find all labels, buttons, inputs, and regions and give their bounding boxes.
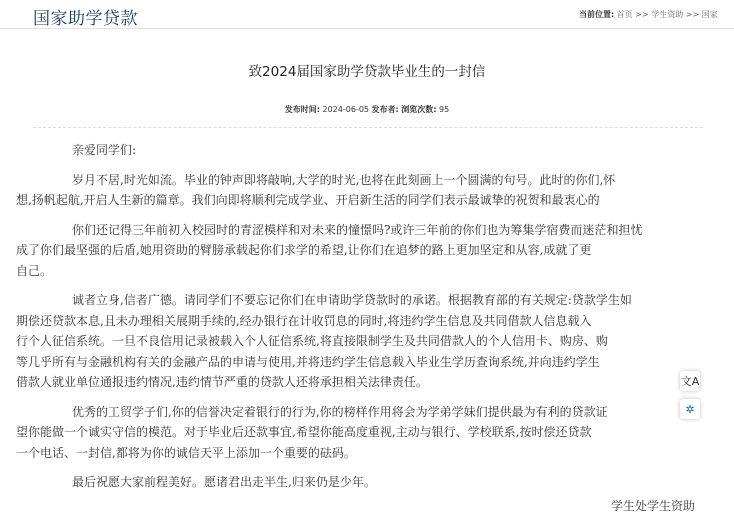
date-label: 发布时间: bbox=[284, 105, 320, 114]
paragraph-line: 自己。 bbox=[16, 263, 53, 278]
breadcrumb-national-loan[interactable]: 国家 bbox=[701, 10, 718, 19]
paragraph-line: 亲爱同学们: bbox=[72, 143, 137, 157]
paragraph-line: 岁月不居,时光如流。毕业的钟声即将敲响,大学的时光,也将在此刻画上一个圆满的句号。此时的你们,怀 bbox=[72, 172, 616, 187]
paragraph-line: 等几乎所有与金融机构有关的金融产品的申请与使用,并将违约学生信息载入毕业生学历查询系统,并向违约学生 bbox=[16, 354, 600, 369]
section-title: 国家助学贷款 bbox=[33, 9, 138, 29]
top-bar bbox=[0, 0, 734, 29]
article-meta bbox=[0, 104, 734, 115]
breadcrumb-sep: >> bbox=[685, 10, 700, 19]
article-body bbox=[16, 140, 704, 493]
breadcrumb bbox=[579, 9, 734, 20]
paragraph-line: 你们还记得三年前初入校园时的青涩模样和对未来的憧憬吗?或许三年前的你们也为筹集学宿费而迷茫和担忧 bbox=[72, 222, 643, 237]
author-label: 发布者: bbox=[371, 105, 399, 114]
view-count: 95 bbox=[439, 105, 450, 114]
paragraph-line: 一个电话、一封信,都将为你的诚信天平上添加一个重要的砝码。 bbox=[16, 445, 356, 460]
paragraph-line: 最后祝愿大家前程美好。愿诸君出走半生,归来仍是少年。 bbox=[72, 475, 376, 489]
signature: 学生处学生资助 bbox=[611, 499, 696, 513]
paragraph-line: 期偿还贷款本息,且未办理相关展期手续的,经办银行在计收罚息的同时,将违约学生信息及共同借款人信息载入 bbox=[16, 313, 592, 328]
views-label: 浏览次数: bbox=[401, 105, 437, 114]
paragraph-line: 成了你们最坚强的后盾,她用资助的臂膀承载起你们求学的希望,让你们在追梦的路上更加坚定和从容,成就了更 bbox=[16, 243, 592, 257]
location-label: 当前位置: bbox=[579, 10, 615, 19]
ai-assistant-icon[interactable]: ✲ bbox=[680, 399, 700, 419]
paragraph-line: 诚者立身,信者广德。请同学们不要忘记你们在申请助学贷款时的承诺。根据教育部的有关规定:贷款学生如 bbox=[72, 293, 632, 307]
paragraph-line: 行个人征信系统。一旦不良信用记录被载入个人征信系统,将直接限制学生及共同借款人的个人信用卡、购房、购 bbox=[16, 334, 608, 348]
publish-date: 2024-06-05 bbox=[322, 105, 369, 114]
article-title: 致2024届国家助学贷款毕业生的一封信 bbox=[248, 64, 486, 80]
breadcrumb-home[interactable]: 首页 bbox=[616, 10, 633, 19]
paragraph-line: 望你能做一个诚实守信的模范。对于毕业后还款事宜,希望你能高度重视,主动与银行、学校联系,按时偿还贷款 bbox=[16, 425, 592, 439]
breadcrumb-sep: >> bbox=[635, 10, 649, 19]
paragraph-line: 想,扬帆起航,开启人生新的篇章。我们向即将顺利完成学业、开启新生活的同学们表示最诚挚的祝贺和最衷心的 bbox=[16, 193, 600, 207]
translate-icon[interactable]: 文A bbox=[680, 371, 700, 391]
paragraph-line: 优秀的工贸学子们,你的信誉决定着银行的行为,你的榜样作用将会为学弟学妹们提供最为有利的贷款证 bbox=[72, 404, 608, 419]
breadcrumb-student-aid[interactable]: 学生资助 bbox=[651, 10, 684, 19]
paragraph-line: 借款人就业单位通报违约情况,违约情节严重的贷款人还将承担相关法律责任。 bbox=[16, 375, 428, 389]
divider bbox=[33, 127, 703, 128]
